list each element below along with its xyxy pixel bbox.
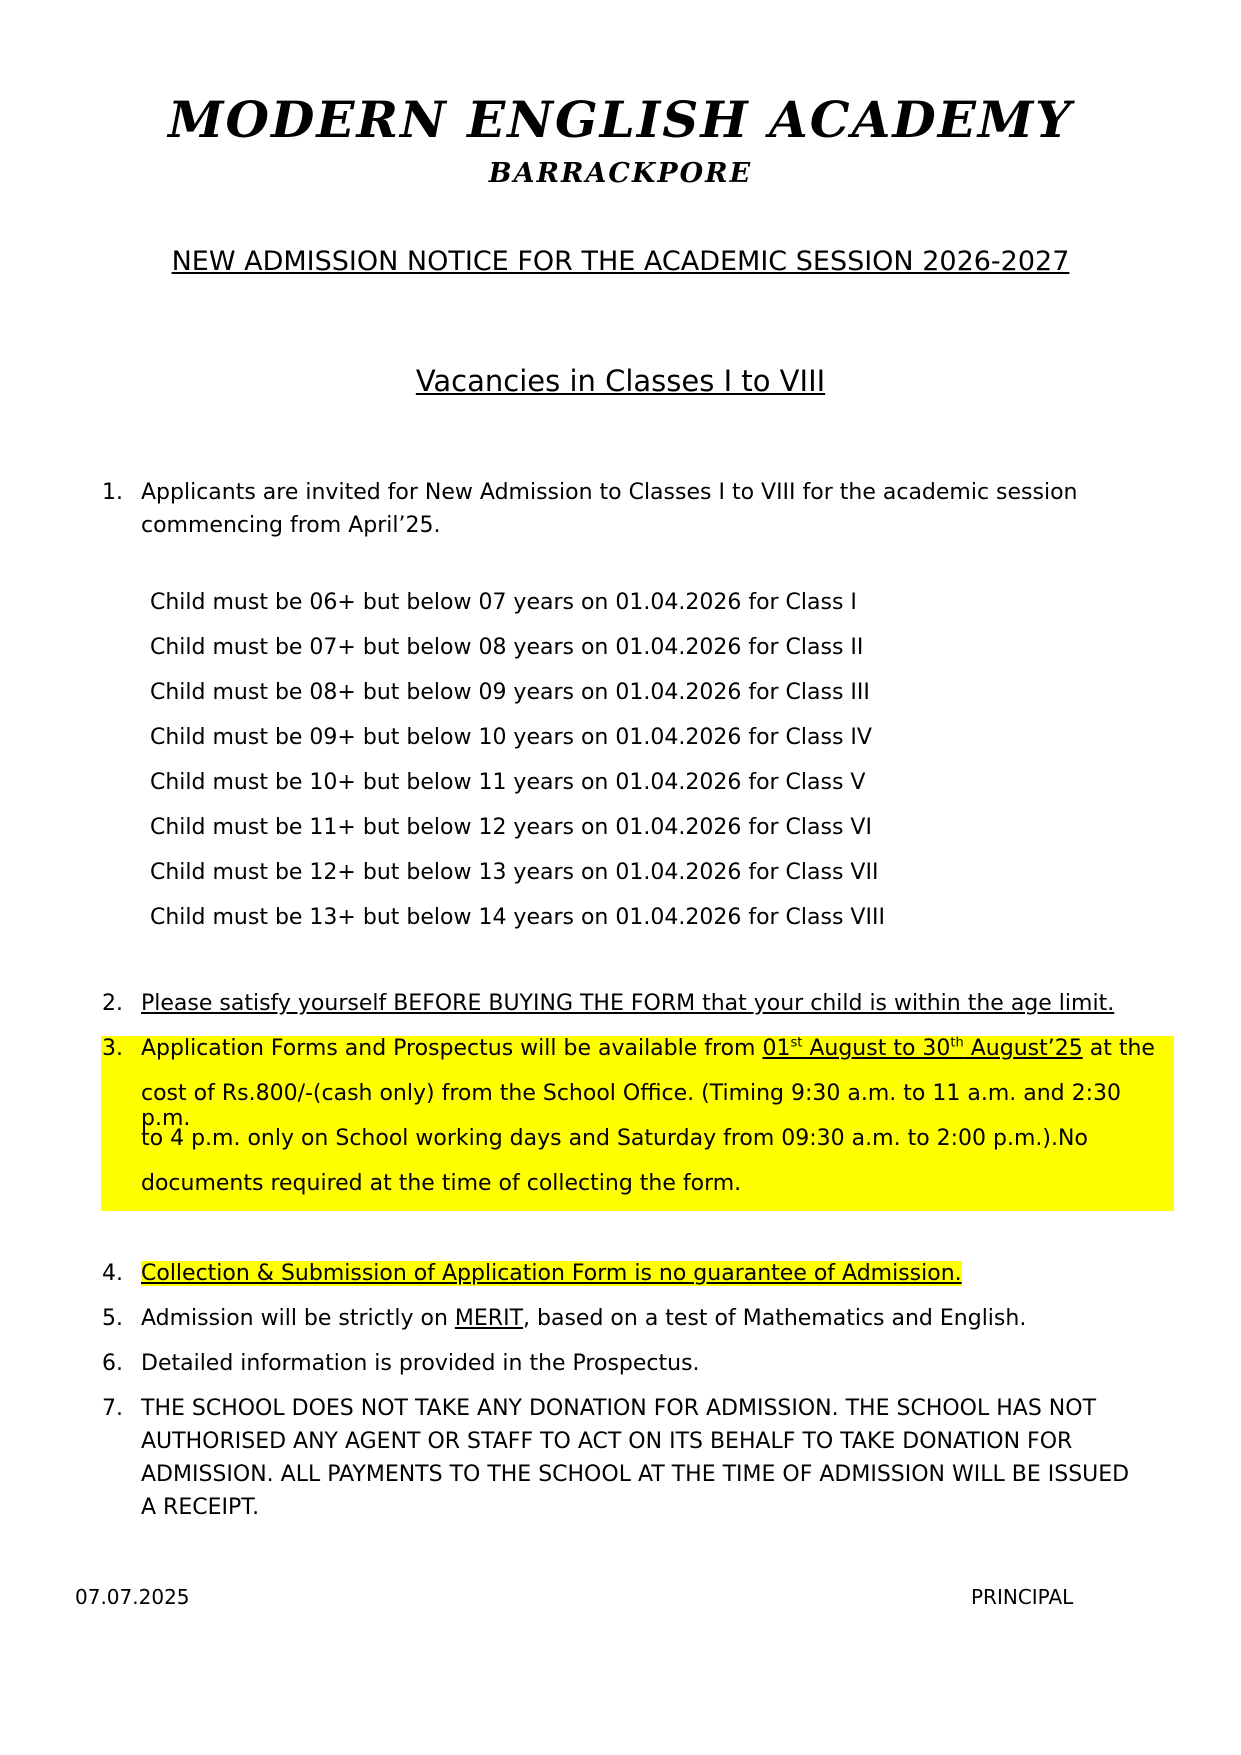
age-criterion: Child must be 08+ but below 09 years on 01.04.2026 for Class III: [150, 680, 870, 705]
item-text-line: cost of Rs.800/-(cash only) from the School Office. (Timing 9:30 a.m. to 11 a.m. and 2:30 p.m.: [141, 1081, 1122, 1131]
item-text-line: documents required at the time of collecting the form.: [141, 1171, 742, 1196]
merit-emphasis: MERIT: [454, 1306, 524, 1331]
item-text-line: to 4 p.m. only on School working days and Saturday from 09:30 a.m. to 2:00 p.m.).No: [141, 1126, 1088, 1151]
guarantee-disclaimer: Collection & Submission of Application Form is no guarantee of Admission.: [141, 1261, 962, 1286]
vacancy-title: Vacancies in Classes I to VIII: [415, 364, 826, 398]
item-text-part: Admission will be strictly on: [141, 1306, 455, 1331]
notice-date: 07.07.2025: [75, 1585, 190, 1609]
age-criterion: Child must be 10+ but below 11 years on 01.04.2026 for Class V: [150, 770, 866, 795]
age-criterion: Child must be 09+ but below 10 years on 01.04.2026 for Class IV: [150, 725, 872, 750]
item-number: 7.: [102, 1396, 123, 1421]
item-number: 5.: [102, 1306, 123, 1331]
item-text-line: [141, 1036, 1172, 1061]
item-number: 2.: [102, 991, 123, 1016]
item-number: 6.: [102, 1351, 123, 1376]
item-text-line: [141, 1261, 1172, 1286]
school-location: BARRACKPORE: [488, 158, 753, 189]
signatory: PRINCIPAL: [971, 1585, 1074, 1609]
item-text-line: Detailed information is provided in the Prospectus.: [141, 1351, 700, 1376]
notice-title: NEW ADMISSION NOTICE FOR THE ACADEMIC SESSION 2026-2027: [171, 246, 1070, 277]
item-text-line: Applicants are invited for New Admission to Classes I to VIII for the academic session: [141, 480, 1078, 505]
age-criterion: Child must be 11+ but below 12 years on 01.04.2026 for Class VI: [150, 815, 872, 840]
age-criterion: Child must be 13+ but below 14 years on 01.04.2026 for Class VIII: [150, 905, 885, 930]
date-end-suffix: th: [950, 1035, 964, 1051]
date-start-day: 01: [762, 1036, 791, 1061]
item-text-line: THE SCHOOL DOES NOT TAKE ANY DONATION FOR ADMISSION. THE SCHOOL HAS NOT: [141, 1396, 1097, 1421]
item-text-line: [141, 1306, 1172, 1331]
item-number: 4.: [102, 1261, 123, 1286]
item-text-line: Please satisfy yourself BEFORE BUYING THE FORM that your child is within the age limit.: [141, 991, 1115, 1016]
item-text-line: commencing from April’25.: [141, 513, 441, 538]
date-start-suffix: st: [790, 1035, 803, 1051]
item-number: 3.: [102, 1036, 123, 1061]
item-text-part: at the: [1082, 1036, 1155, 1061]
item-text-line: AUTHORISED ANY AGENT OR STAFF TO ACT ON ITS BEHALF TO TAKE DONATION FOR: [141, 1429, 1073, 1454]
school-name: MODERN ENGLISH ACADEMY: [168, 90, 1073, 149]
item-text-part: , based on a test of Mathematics and English.: [523, 1306, 1027, 1331]
availability-dates: [762, 1036, 1082, 1061]
item-text-line: ADMISSION. ALL PAYMENTS TO THE SCHOOL AT THE TIME OF ADMISSION WILL BE ISSUED: [141, 1462, 1130, 1487]
date-middle: August to 30: [802, 1036, 951, 1061]
age-criterion: Child must be 07+ but below 08 years on 01.04.2026 for Class II: [150, 635, 864, 660]
item-number: 1.: [102, 480, 123, 505]
date-end: August’25: [963, 1036, 1083, 1061]
age-criterion: Child must be 12+ but below 13 years on 01.04.2026 for Class VII: [150, 860, 879, 885]
age-criterion: Child must be 06+ but below 07 years on 01.04.2026 for Class I: [150, 590, 857, 615]
item-text-part: Application Forms and Prospectus will be available from: [141, 1036, 763, 1061]
item-text-line: A RECEIPT.: [141, 1495, 260, 1520]
